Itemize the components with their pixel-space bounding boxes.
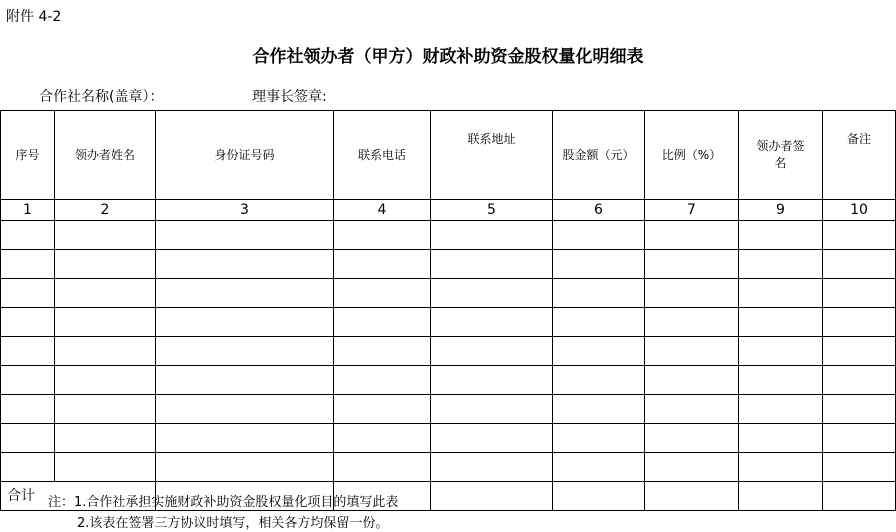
header-cell-phone: 联系电话 (334, 111, 431, 200)
table-row (1, 337, 896, 366)
column-number: 9 (739, 200, 823, 221)
table-row (1, 250, 896, 279)
table-cell[interactable] (55, 308, 156, 337)
column-number: 1 (1, 200, 55, 221)
total-cell[interactable] (823, 482, 896, 511)
table-cell[interactable] (334, 279, 431, 308)
table-cell[interactable] (645, 366, 739, 395)
total-cell[interactable] (645, 482, 739, 511)
table-cell[interactable] (156, 453, 334, 482)
table-cell[interactable] (645, 453, 739, 482)
table-cell[interactable] (431, 337, 553, 366)
header-cell-index: 序号 (1, 111, 55, 200)
column-number: 3 (156, 200, 334, 221)
document-title: 合作社领办者（甲方）财政补助资金股权量化明细表 (252, 47, 644, 67)
total-cell[interactable] (739, 482, 823, 511)
table-cell[interactable] (334, 250, 431, 279)
header-cell-name: 领办者姓名 (55, 111, 156, 200)
table-cell[interactable] (431, 250, 553, 279)
table-cell[interactable] (553, 308, 645, 337)
table-cell[interactable] (55, 337, 156, 366)
table-cell[interactable] (431, 366, 553, 395)
table-cell[interactable] (739, 279, 823, 308)
table-cell[interactable] (431, 279, 553, 308)
total-cell[interactable] (431, 482, 553, 511)
table-cell[interactable] (645, 395, 739, 424)
table-cell[interactable] (431, 308, 553, 337)
table-row (1, 395, 896, 424)
table-cell[interactable] (156, 337, 334, 366)
table-cell[interactable] (553, 424, 645, 453)
table-cell[interactable] (823, 453, 896, 482)
table-cell[interactable] (55, 453, 156, 482)
table-cell[interactable] (1, 250, 55, 279)
column-number-row (1, 200, 896, 221)
table-cell[interactable] (156, 250, 334, 279)
header-cell-remarks: 备注 (823, 111, 896, 200)
table-row (1, 221, 896, 250)
table-cell[interactable] (334, 221, 431, 250)
table-cell[interactable] (553, 221, 645, 250)
table-cell[interactable] (55, 279, 156, 308)
table-cell[interactable] (1, 366, 55, 395)
table-cell[interactable] (55, 366, 156, 395)
table-cell[interactable] (334, 337, 431, 366)
table-cell[interactable] (55, 424, 156, 453)
header-cell-share-amount: 股金额（元） (553, 111, 645, 200)
table-cell[interactable] (55, 250, 156, 279)
table-cell[interactable] (431, 221, 553, 250)
table-cell[interactable] (553, 279, 645, 308)
table-cell[interactable] (823, 250, 896, 279)
note-line-2: 2.该表在签署三方协议时填写，相关各方均保留一份。 (77, 516, 389, 531)
table-cell[interactable] (553, 366, 645, 395)
table-cell[interactable] (1, 279, 55, 308)
table-cell[interactable] (553, 395, 645, 424)
table-cell[interactable] (645, 221, 739, 250)
column-number: 10 (823, 200, 896, 221)
column-number: 6 (553, 200, 645, 221)
total-cell[interactable] (553, 482, 645, 511)
table-cell[interactable] (334, 308, 431, 337)
table-cell[interactable] (1, 337, 55, 366)
table-cell[interactable] (156, 279, 334, 308)
table-cell[interactable] (739, 337, 823, 366)
column-number: 2 (55, 200, 156, 221)
data-rows (1, 221, 896, 482)
table-cell[interactable] (156, 366, 334, 395)
table-cell[interactable] (156, 424, 334, 453)
table-cell[interactable] (334, 424, 431, 453)
table-cell[interactable] (55, 221, 156, 250)
table-cell[interactable] (823, 221, 896, 250)
table-row (1, 424, 896, 453)
total-label: 合计 (1, 482, 156, 511)
table-cell[interactable] (739, 424, 823, 453)
chairman-sign-label: 理事长签章: (252, 89, 327, 105)
table-cell[interactable] (739, 221, 823, 250)
column-number: 4 (334, 200, 431, 221)
table-cell[interactable] (739, 366, 823, 395)
header-cell-ratio: 比例（%） (645, 111, 739, 200)
table-cell[interactable] (1, 308, 55, 337)
table-cell[interactable] (1, 221, 55, 250)
table-cell[interactable] (823, 279, 896, 308)
table-cell[interactable] (334, 395, 431, 424)
table-row (1, 453, 896, 482)
table-cell[interactable] (431, 424, 553, 453)
table-cell[interactable] (739, 453, 823, 482)
header-cell-id-number: 身份证号码 (156, 111, 334, 200)
attachment-label: 附件 4-2 (6, 9, 62, 25)
table-cell[interactable] (334, 453, 431, 482)
table-cell[interactable] (739, 250, 823, 279)
detail-table (0, 110, 896, 511)
table-cell[interactable] (334, 366, 431, 395)
table-cell[interactable] (823, 424, 896, 453)
table-cell[interactable] (739, 395, 823, 424)
table-cell[interactable] (645, 337, 739, 366)
table-cell[interactable] (1, 395, 55, 424)
table-row (1, 279, 896, 308)
table-cell[interactable] (553, 337, 645, 366)
table-cell[interactable] (645, 250, 739, 279)
column-number: 7 (645, 200, 739, 221)
table-cell[interactable] (823, 366, 896, 395)
header-row (1, 111, 896, 200)
note-line-1: 注：1.合作社承担实施财政补助资金股权量化项目的填写此表 (48, 495, 399, 510)
table-cell[interactable] (823, 337, 896, 366)
header-cell-address: 联系地址 (431, 111, 553, 200)
table-cell[interactable] (553, 250, 645, 279)
table-cell[interactable] (645, 279, 739, 308)
table-cell[interactable] (823, 395, 896, 424)
table-cell[interactable] (156, 221, 334, 250)
table-row (1, 366, 896, 395)
table-cell[interactable] (739, 308, 823, 337)
table-cell[interactable] (645, 424, 739, 453)
table-cell[interactable] (1, 424, 55, 453)
table-cell[interactable] (553, 453, 645, 482)
column-number: 5 (431, 200, 553, 221)
coop-name-label: 合作社名称(盖章）： (39, 89, 164, 105)
table-cell[interactable] (645, 308, 739, 337)
table-cell[interactable] (431, 453, 553, 482)
header-cell-signature: 领办者签名 (739, 111, 823, 200)
table-cell[interactable] (156, 395, 334, 424)
table-cell[interactable] (1, 453, 55, 482)
table-cell[interactable] (55, 395, 156, 424)
table-cell[interactable] (823, 308, 896, 337)
table-cell[interactable] (156, 308, 334, 337)
table-cell[interactable] (431, 395, 553, 424)
table-row (1, 308, 896, 337)
